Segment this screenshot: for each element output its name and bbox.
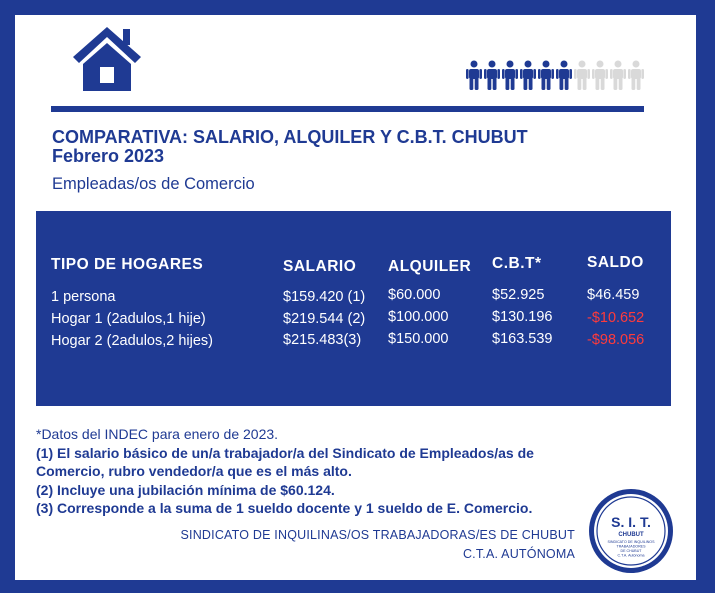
people-icons <box>466 60 644 90</box>
page-subtitle: Empleadas/os de Comercio <box>52 175 255 193</box>
comparison-table <box>36 211 671 406</box>
person-icon <box>502 60 518 90</box>
row1-salario: $159.420 (1) <box>283 289 366 305</box>
note-2: (2) Incluye una jubilación mínima de $60.124. <box>36 481 335 498</box>
row2-tipo: Hogar 1 (2adulos,1 hije) <box>51 311 206 327</box>
row1-cbt: $52.925 <box>492 287 545 303</box>
row3-saldo: -$98.056 <box>587 332 645 348</box>
row3-cbt: $163.539 <box>492 331 553 347</box>
row1-saldo: $46.459 <box>587 287 640 303</box>
person-icon <box>466 60 482 90</box>
person-icon <box>556 60 572 90</box>
person-icon <box>538 60 554 90</box>
seal-small-2: TRABAJADORES <box>616 544 646 549</box>
header-tipo: TIPO DE HOGARES <box>51 256 204 273</box>
person-icon <box>592 60 608 90</box>
row1-alquiler: $60.000 <box>388 287 441 303</box>
row2-cbt: $130.196 <box>492 309 553 325</box>
note-3: (3) Corresponde a la suma de 1 sueldo docente y 1 sueldo de E. Comercio. <box>36 500 533 517</box>
row2-salario: $219.544 (2) <box>283 311 366 327</box>
person-icon <box>484 60 500 90</box>
infographic-card <box>15 15 696 580</box>
row2-alquiler: $100.000 <box>388 309 449 325</box>
seal-small-4: C.T.A. Autónoma <box>617 553 645 558</box>
note-1b: Comercio, rubro vendedor/a que es el más alto. <box>36 463 352 480</box>
title-line-2: Febrero 2023 <box>52 146 165 166</box>
seal-small-1: SINDICATO DE INQUILINOS <box>607 540 655 544</box>
row3-salario: $215.483(3) <box>283 332 362 348</box>
seal-main-text: S. I. T. <box>611 514 651 530</box>
page-title <box>52 128 528 166</box>
note-indec: *Datos del INDEC para enero de 2023. <box>36 426 279 442</box>
title-divider <box>51 106 644 112</box>
header-saldo: SALDO <box>587 254 644 271</box>
person-icon <box>610 60 626 90</box>
row3-tipo: Hogar 2 (2adulos,2 hijes) <box>51 333 214 349</box>
seal-region: CHUBUT <box>618 532 644 538</box>
note-1a: (1) El salario básico de un/a trabajador/a del Sindicato de Empleados/as de <box>36 444 534 461</box>
row3-alquiler: $150.000 <box>388 331 449 347</box>
sit-seal-logo <box>588 488 674 574</box>
header-salario: SALARIO <box>283 258 357 275</box>
footnotes <box>36 425 636 518</box>
row2-saldo: -$10.652 <box>587 310 645 326</box>
house-icon <box>71 23 143 93</box>
row1-tipo: 1 persona <box>51 289 116 305</box>
header-cbt: C.B.T* <box>492 255 542 272</box>
footer-union: SINDICATO DE INQUILINAS/OS TRABAJADORAS/ES DE CHUBUT <box>180 528 575 542</box>
person-icon <box>520 60 536 90</box>
header-alquiler: ALQUILER <box>388 258 472 275</box>
footer-cta: C.T.A. AUTÓNOMA <box>462 547 575 561</box>
seal-small-3: DE CHUBUT <box>620 549 642 553</box>
title-line-1: COMPARATIVA: SALARIO, ALQUILER Y C.B.T. CHUBUT <box>52 127 528 147</box>
person-icon <box>574 60 590 90</box>
person-icon <box>628 60 644 90</box>
